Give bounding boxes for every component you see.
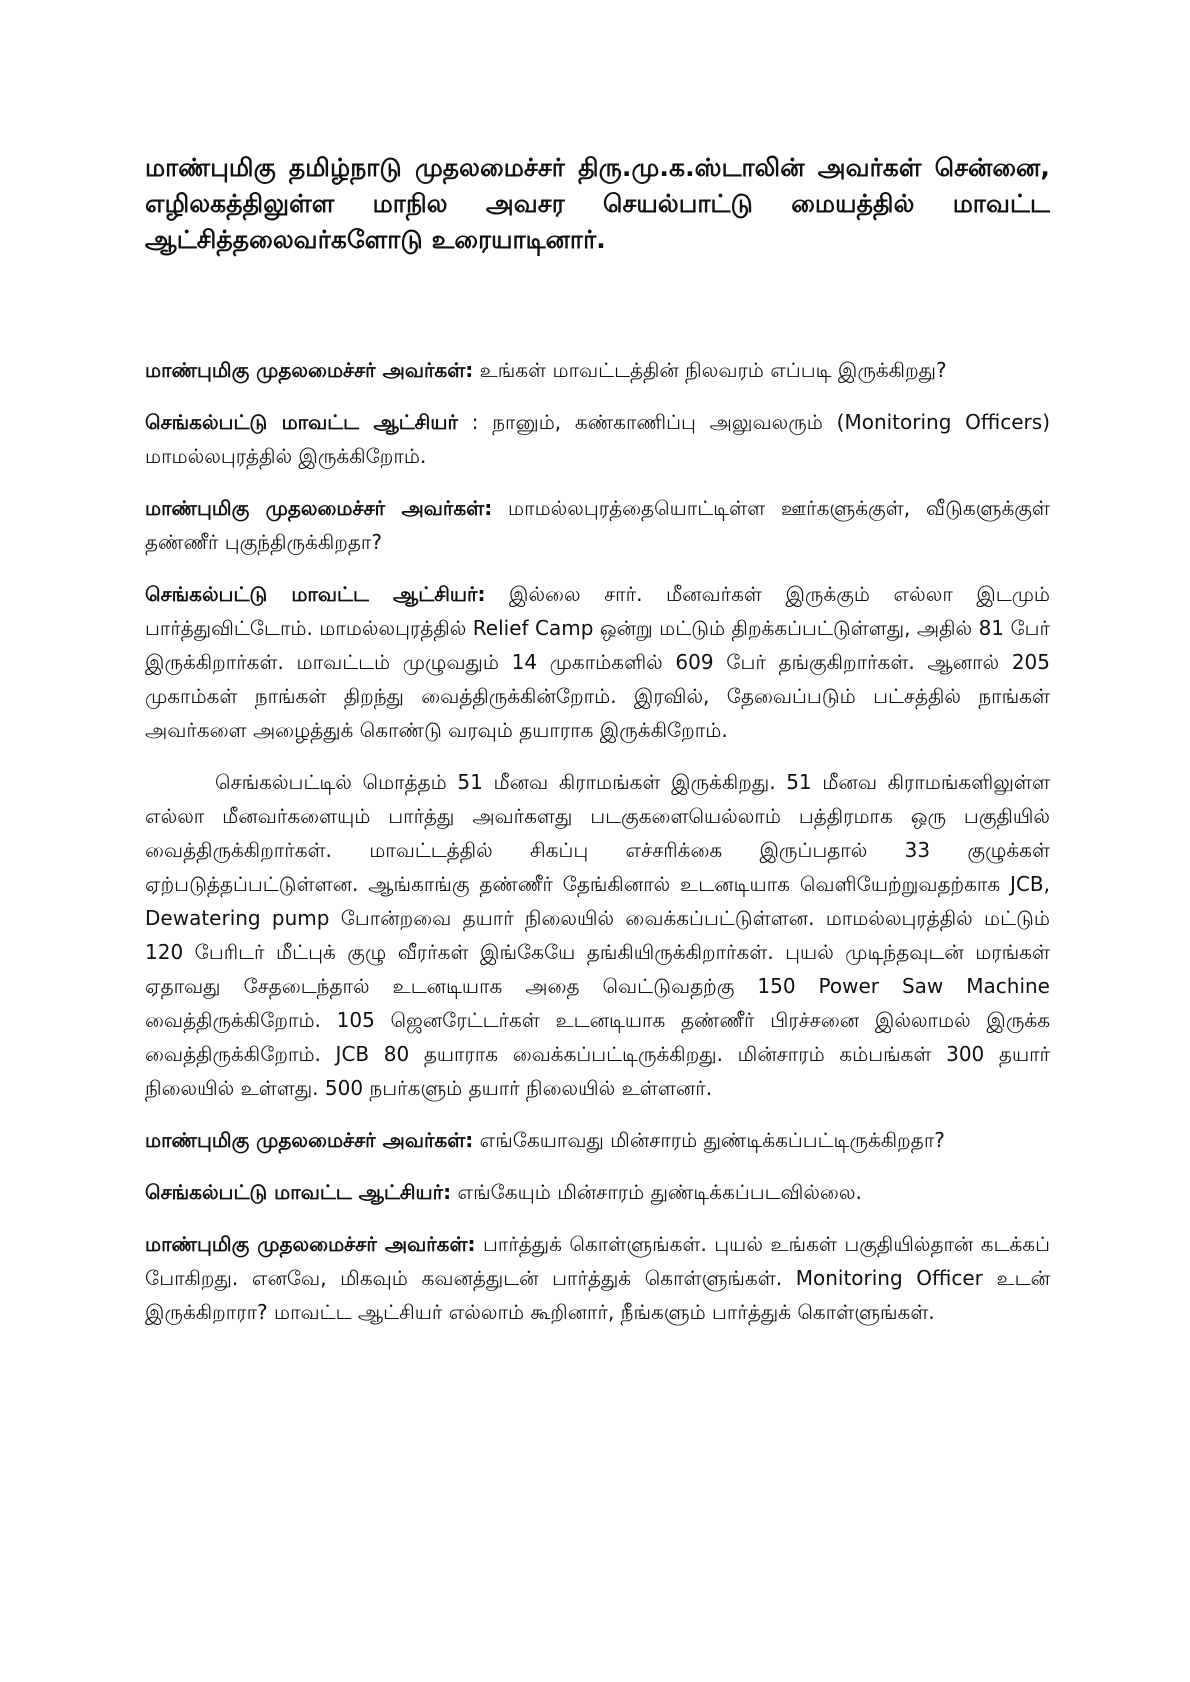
paragraph-text: செங்கல்பட்டில் மொத்தம் 51 மீனவ கிராமங்கள் இருக்கிறது. 51 மீனவ கிராமங்களிலுள்ள எல்லா மீனவர்களையும் பார்த்து அவர்களது படகுகளையெல்லாம் பத்திரமாக ஒரு பகுதியில் வைத்திருக்கிறார்கள். மாவட்டத்தில் சிகப்பு எச்சரிக்கை இருப்பதால் 33 குழுக்கள் ஏற்படுத்தப்பட்டுள்ளன. ஆங்காங்கு தண்ணீர் தேங்கினால் உடனடியாக வெளியேற்றுவதற்காக JCB, Dewatering pump போன்றவை தயார் நிலையில் வைக்கப்பட்டுள்ளன. மாமல்லபுரத்தில் மட்டும் 120 பேரிடர் மீட்புக் குழு வீரர்கள் இங்கேயே தங்கியிருக்கிறார்கள். புயல் முடிந்தவுடன் மரங்கள் ஏதாவது சேதடைந்தால் உடனடியாக அதை வெட்டுவதற்கு 150 Power Saw Machine வைத்திருக்கிறோம். 105 ஜெனரேட்டர்கள் உடனடியாக தண்ணீர் பிரச்சனை இல்லாமல் இருக்க வைத்திருக்கிறோம். JCB 80 தயாராக வைக்கப்பட்டிருக்கிறது. மின்சாரம் கம்பங்கள் 300 தயார் நிலையில் உள்ளது. 500 நபர்களும் தயார் நிலையில் உள்ளனர். [145,770,1050,1100]
dialogue-paragraph [145,491,1050,559]
dialogue-paragraph [145,1227,1050,1329]
dialogue-paragraph [145,577,1050,747]
paragraph-text: எங்கேயாவது மின்சாரம் துண்டிக்கப்பட்டிருக்கிறதா? [473,1128,945,1152]
speaker-label: செங்கல்பட்டு மாவட்ட ஆட்சியர்: [145,1180,452,1204]
dialogue-paragraph [145,353,1050,387]
body-paragraph [145,765,1050,1105]
dialogue-paragraph [145,1175,1050,1209]
paragraph-text: உங்கள் மாவட்டத்தின் நிலவரம் எப்படி இருக்கிறது? [473,358,947,382]
speaker-label: செங்கல்பட்டு மாவட்ட ஆட்சியர் [145,410,458,434]
dialogue-paragraph [145,1123,1050,1157]
paragraph-text: எங்கேயும் மின்சாரம் துண்டிக்கப்படவில்லை. [451,1180,862,1204]
speaker-label: மாண்புமிகு முதலமைச்சர் அவர்கள்: [145,496,493,520]
speaker-label: மாண்புமிகு முதலமைச்சர் அவர்கள்: [145,358,474,382]
speaker-label: மாண்புமிகு முதலமைச்சர் அவர்கள்: [145,1128,474,1152]
paragraph-text: : நானும், கண்காணிப்பு அலுவலரும் (Monitoring Officers) மாமல்லபுரத்தில் இருக்கிறோம். [145,410,1050,468]
speaker-label: செங்கல்பட்டு மாவட்ட ஆட்சியர்: [145,582,486,606]
paragraph-text: இல்லை சார். மீனவர்கள் இருக்கும் எல்லா இடமும் பார்த்துவிட்டோம். மாமல்லபுரத்தில் Relief Camp ஒன்று மட்டும் திறக்கப்பட்டுள்ளது, அதில் 81 பேர் இருக்கிறார்கள். மாவட்டம் முழுவதும் 14 முகாம்களில் 609 பேர் தங்குகிறார்கள். ஆனால் 205 முகாம்கள் நாங்கள் திறந்து வைத்திருக்கின்றோம். இரவில், தேவைப்படும் பட்சத்தில் நாங்கள் அவர்களை அழைத்துக் கொண்டு வரவும் தயாராக இருக்கிறோம். [145,582,1050,742]
paragraph-text: பார்த்துக் கொள்ளுங்கள். புயல் உங்கள் பகுதியில்தான் கடக்கப் போகிறது. எனவே, மிகவும் கவனத்துடன் பார்த்துக் கொள்ளுங்கள். Monitoring Officer உடன் இருக்கிறாரா? மாவட்ட ஆட்சியர் எல்லாம் கூறினார், நீங்களும் பார்த்துக் கொள்ளுங்கள். [145,1232,1050,1324]
document-title: மாண்புமிகு தமிழ்நாடு முதலமைச்சர் திரு.மு.க.ஸ்டாலின் அவர்கள் சென்னை, எழிலகத்திலுள்ள மாநில அவசர செயல்பாட்டு மையத்தில் மாவட்ட ஆட்சித்தலைவர்களோடு உரையாடினார். [145,153,1050,254]
document-page [145,150,1050,1347]
speaker-label: மாண்புமிகு முதலமைச்சர் அவர்கள்: [145,1232,476,1256]
paragraph-text: மாமல்லபுரத்தையொட்டிள்ள ஊர்களுக்குள், வீடுகளுக்குள் தண்ணீர் புகுந்திருக்கிறதா? [145,496,1050,554]
dialogue-paragraph [145,405,1050,473]
